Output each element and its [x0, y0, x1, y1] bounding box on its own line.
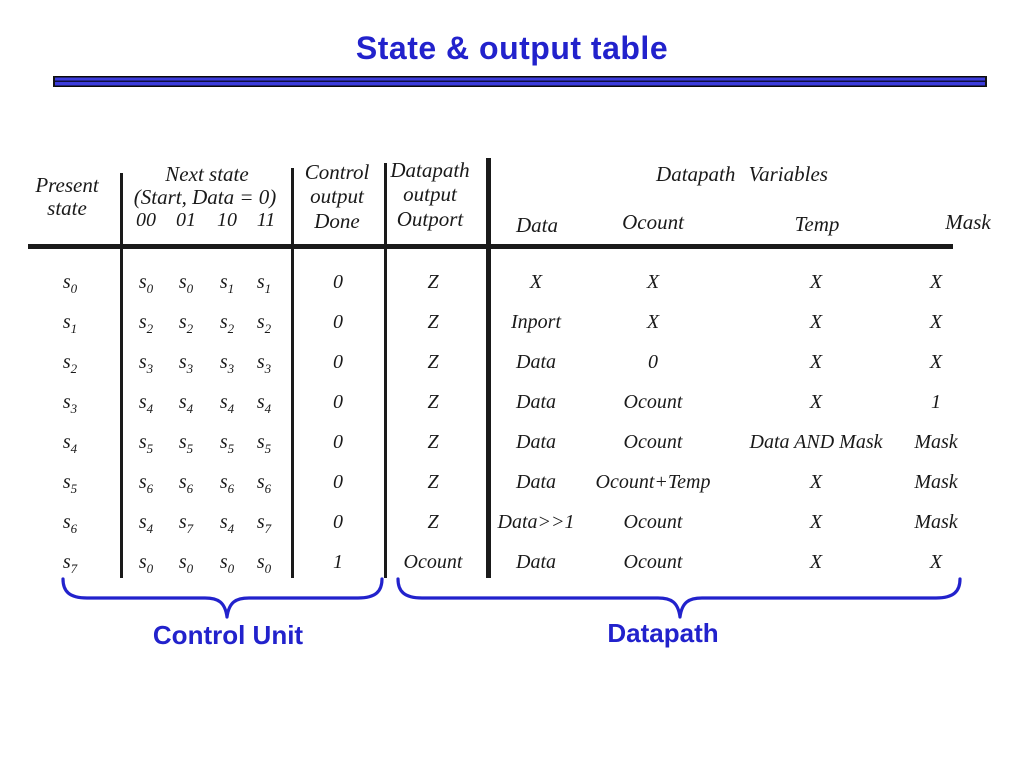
cell-next-11: $s_1$ [256, 271, 272, 296]
cell-ocount: 0 [648, 351, 658, 373]
state-subscript: 0 [186, 281, 194, 296]
state-subscript: 3 [186, 361, 194, 376]
cell-done: 0 [333, 431, 343, 453]
header-var-ocount: Ocount [622, 210, 684, 234]
cell-data: Data [516, 431, 556, 453]
cell-next-10: $s_1$ [219, 271, 235, 296]
cell-next-01: $s_6$ [178, 471, 194, 496]
header-control-line1: Control [304, 160, 370, 184]
cell-next-00: $s_0$ [138, 271, 154, 296]
header-next-col-00: 00 [136, 209, 156, 231]
cell-done: 0 [333, 311, 343, 333]
cell-next-10: $s_0$ [219, 551, 235, 576]
cell-present-state: $s_0$ [62, 271, 78, 296]
state-subscript: 1 [227, 281, 235, 296]
header-datapath-variables: Datapath Variables [656, 162, 828, 186]
cell-next-11: $s_0$ [256, 551, 272, 576]
cell-ocount: Ocount+Temp [595, 471, 711, 493]
cell-next-00: $s_4$ [138, 391, 154, 416]
state-subscript: 0 [186, 561, 194, 576]
header-control-line3: Done [314, 209, 360, 233]
state-subscript: 4 [186, 401, 194, 416]
state-subscript: 6 [186, 481, 194, 496]
state-subscript: 6 [146, 481, 154, 496]
cell-next-11: $s_5$ [256, 431, 272, 456]
cell-next-10: $s_6$ [219, 471, 235, 496]
cell-next-01: $s_5$ [178, 431, 194, 456]
cell-next-00: $s_3$ [138, 351, 154, 376]
header-datapath-output-line1: Datapath [390, 158, 470, 182]
cell-data: X [529, 271, 543, 293]
state-subscript: 3 [227, 361, 235, 376]
cell-outport: Z [427, 271, 439, 293]
cell-outport: Z [427, 431, 439, 453]
state-subscript: 5 [186, 441, 194, 456]
state-subscript: 4 [227, 401, 235, 416]
cell-done: 0 [333, 471, 343, 493]
cell-present-state: $s_1$ [62, 311, 78, 336]
cell-temp: X [809, 551, 823, 573]
state-subscript: 7 [186, 521, 194, 536]
state-subscript: 4 [70, 441, 78, 456]
state-subscript: 7 [70, 561, 78, 576]
header-var-data: Data [516, 213, 558, 237]
cell-next-11: $s_2$ [256, 311, 272, 336]
cell-next-01: $s_0$ [178, 551, 194, 576]
header-next-col-10: 10 [217, 209, 237, 231]
cell-outport: Z [427, 311, 439, 333]
state-subscript: 3 [70, 401, 78, 416]
cell-ocount: Ocount [623, 391, 683, 413]
header-control-line2: output [310, 184, 364, 208]
cell-next-10: $s_3$ [219, 351, 235, 376]
cell-temp: X [809, 511, 823, 533]
state-subscript: 1 [70, 321, 78, 336]
cell-next-10: $s_4$ [219, 391, 235, 416]
cell-next-00: $s_4$ [138, 511, 154, 536]
table-row [28, 428, 993, 456]
cell-mask: Mask [914, 511, 958, 533]
cell-temp: Data AND Mask [749, 431, 883, 453]
cell-present-state: $s_4$ [62, 431, 78, 456]
cell-next-10: $s_5$ [219, 431, 235, 456]
cell-data: Data [516, 471, 556, 493]
datapath-brace [390, 576, 968, 622]
table-row [28, 348, 993, 376]
state-subscript: 2 [146, 321, 154, 336]
cell-mask: Mask [914, 471, 958, 493]
cell-present-state: $s_5$ [62, 471, 78, 496]
state-subscript: 3 [146, 361, 154, 376]
header-present-line2: state [47, 196, 87, 220]
cell-next-01: $s_7$ [178, 511, 194, 536]
cell-next-10: $s_4$ [219, 511, 235, 536]
cell-ocount: X [646, 271, 660, 293]
cell-next-01: $s_3$ [178, 351, 194, 376]
state-subscript: 2 [70, 361, 78, 376]
cell-present-state: $s_2$ [62, 351, 78, 376]
cell-next-01: $s_0$ [178, 271, 194, 296]
cell-temp: X [809, 391, 823, 413]
control-unit-label: Control Unit [152, 620, 304, 650]
cell-outport: Z [427, 391, 439, 413]
header-next-col-01: 01 [176, 209, 196, 231]
cell-done: 0 [333, 271, 343, 293]
header-next-col-11: 11 [256, 209, 276, 231]
title-underline-bar [53, 76, 987, 87]
cell-next-11: $s_4$ [256, 391, 272, 416]
cell-ocount: Ocount [623, 511, 683, 533]
cell-present-state: $s_6$ [62, 511, 78, 536]
state-subscript: 0 [264, 561, 272, 576]
cell-ocount: X [646, 311, 660, 333]
cell-data: Inport [511, 311, 561, 333]
page-title: State & output table [355, 30, 669, 66]
cell-mask: Mask [914, 431, 958, 453]
state-subscript: 4 [146, 401, 154, 416]
cell-mask: X [929, 311, 943, 333]
cell-mask: X [929, 351, 943, 373]
cell-temp: X [809, 471, 823, 493]
state-subscript: 0 [146, 281, 154, 296]
state-subscript: 0 [146, 561, 154, 576]
header-next-state-line2: (Start, Data = 0) [133, 185, 277, 209]
header-var-temp: Temp [794, 212, 840, 236]
header-datapath-output-line2: output [403, 182, 457, 206]
header-datapath-output-line3: Outport [396, 207, 464, 231]
state-subscript: 5 [227, 441, 235, 456]
header-present-line1: Present [35, 173, 99, 197]
cell-ocount: Ocount [623, 431, 683, 453]
header-next-state-line1: Next state [165, 162, 249, 186]
state-subscript: 2 [264, 321, 272, 336]
datapath-label: Datapath [607, 618, 719, 648]
cell-next-01: $s_2$ [178, 311, 194, 336]
cell-next-11: $s_6$ [256, 471, 272, 496]
table-row [28, 388, 993, 416]
table-row [28, 268, 993, 296]
cell-ocount: Ocount [623, 551, 683, 573]
cell-temp: X [809, 351, 823, 373]
header-underline [28, 244, 953, 249]
state-subscript: 4 [264, 401, 272, 416]
cell-outport: Z [427, 471, 439, 493]
cell-data: Data>>1 [497, 511, 575, 533]
cell-done: 0 [333, 351, 343, 373]
table-row [28, 548, 993, 576]
cell-next-00: $s_2$ [138, 311, 154, 336]
cell-done: 0 [333, 511, 343, 533]
header-var-mask: Mask [945, 210, 991, 234]
state-subscript: 0 [70, 281, 78, 296]
cell-mask: 1 [931, 391, 941, 413]
cell-next-11: $s_7$ [256, 511, 272, 536]
table-row [28, 468, 993, 496]
state-subscript: 3 [264, 361, 272, 376]
cell-next-01: $s_4$ [178, 391, 194, 416]
cell-next-11: $s_3$ [256, 351, 272, 376]
cell-temp: X [809, 311, 823, 333]
cell-present-state: $s_3$ [62, 391, 78, 416]
control-unit-brace [55, 576, 390, 622]
state-subscript: 7 [264, 521, 272, 536]
cell-data: Data [516, 351, 556, 373]
state-subscript: 5 [264, 441, 272, 456]
state-subscript: 6 [70, 521, 78, 536]
cell-present-state: $s_7$ [62, 551, 78, 576]
cell-data: Data [516, 551, 556, 573]
state-output-table [28, 155, 993, 580]
cell-temp: X [809, 271, 823, 293]
state-subscript: 4 [146, 521, 154, 536]
table-row [28, 308, 993, 336]
state-subscript: 5 [146, 441, 154, 456]
cell-mask: X [929, 271, 943, 293]
state-subscript: 4 [227, 521, 235, 536]
cell-mask: X [929, 551, 943, 573]
state-subscript: 6 [264, 481, 272, 496]
state-subscript: 0 [227, 561, 235, 576]
cell-done: 0 [333, 391, 343, 413]
state-subscript: 5 [70, 481, 78, 496]
state-subscript: 2 [227, 321, 235, 336]
cell-data: Data [516, 391, 556, 413]
cell-outport: Z [427, 511, 439, 533]
cell-outport: Z [427, 351, 439, 373]
cell-next-00: $s_6$ [138, 471, 154, 496]
cell-done: 1 [333, 551, 343, 573]
state-subscript: 6 [227, 481, 235, 496]
cell-next-10: $s_2$ [219, 311, 235, 336]
cell-outport: Ocount [403, 551, 463, 573]
cell-next-00: $s_0$ [138, 551, 154, 576]
state-subscript: 1 [264, 281, 272, 296]
state-subscript: 2 [186, 321, 194, 336]
cell-next-00: $s_5$ [138, 431, 154, 456]
table-row [28, 508, 993, 536]
